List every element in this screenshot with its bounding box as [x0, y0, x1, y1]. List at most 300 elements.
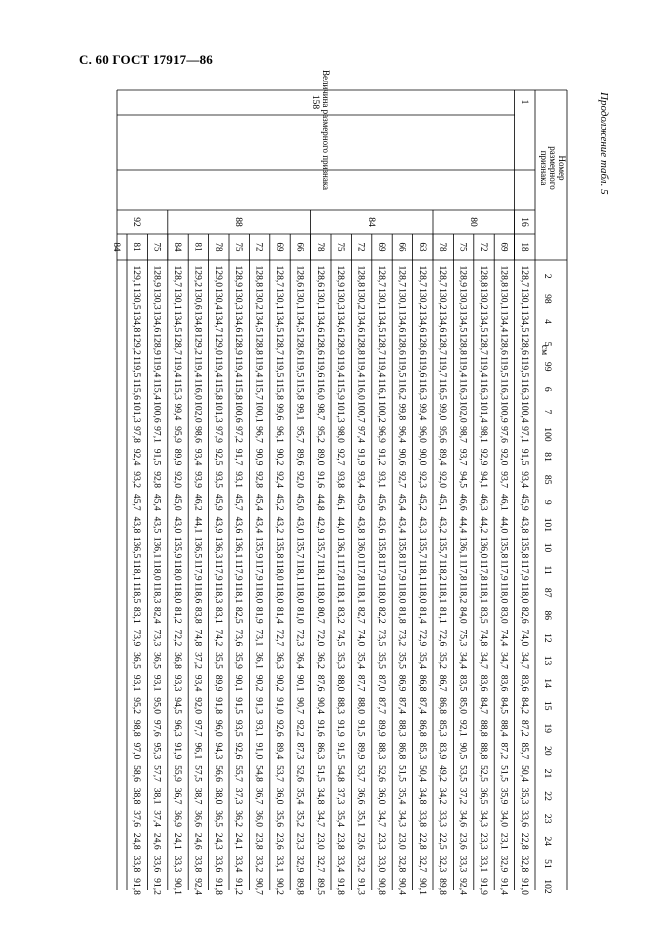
table-cell: 35,2	[437, 652, 449, 669]
table-cell: 128,7	[172, 265, 183, 288]
table-cell: 134,6	[335, 310, 347, 333]
table-cell: 93,9	[192, 471, 204, 489]
table-cell: 91,8	[212, 878, 224, 895]
table-cell: 23,0	[396, 832, 408, 850]
table-cell: 92,4	[274, 471, 285, 489]
table-cell: 116,0	[192, 378, 204, 400]
table-cell: 81,9	[253, 606, 265, 624]
table-cell: 91,2	[151, 878, 163, 895]
table-cell: 100,6	[233, 401, 245, 423]
table-cell: 91,5	[355, 719, 367, 737]
table-cell: 117,8	[478, 559, 489, 581]
table-cell: 52,5	[478, 765, 489, 782]
table-cell: 135,8	[498, 536, 510, 559]
table-cell: 24,6	[151, 832, 163, 850]
table-cell: 118,0	[294, 582, 306, 604]
table-cell: 119,5	[498, 356, 510, 378]
table-cell: 87,2	[498, 742, 510, 760]
table-cell: 130,1	[294, 288, 306, 310]
table-cell: 128,9	[335, 333, 347, 355]
table-cell: 45,7	[131, 493, 143, 511]
table-cell: 116,3	[518, 378, 530, 400]
table-cell: 35,5	[212, 652, 224, 669]
table-cell: 129,1	[131, 265, 143, 288]
table-cell: 88,0	[335, 674, 347, 692]
table-cell: 118,2	[457, 582, 469, 604]
table-cell: 45,9	[518, 493, 530, 511]
table-cell: 81,4	[416, 606, 428, 624]
table-cell: 119,4	[376, 356, 387, 378]
table-cell: 36,8	[172, 652, 183, 669]
table-cell: 35,1	[355, 810, 367, 828]
table-cell: 82,6	[518, 606, 530, 624]
table-cell: 135,7	[314, 536, 326, 559]
table-cell: 90,8	[376, 878, 387, 895]
table-cell: 50,4	[518, 765, 530, 782]
table-cell: 23,8	[253, 832, 265, 850]
table-cell: 45,9	[212, 493, 224, 511]
table-cell: 95,3	[151, 742, 163, 760]
table-cell: 92,1	[457, 719, 469, 737]
subgroup-label: 88	[233, 217, 244, 227]
table-cell: 90,9	[253, 448, 265, 466]
column-header: 75	[152, 242, 163, 252]
table-cell: 128,9	[233, 333, 245, 355]
table-cell: 85,3	[437, 719, 449, 737]
table-cell: 128,7	[274, 265, 285, 288]
table-cell: 82,4	[151, 606, 163, 624]
table-cell: 119,4	[457, 356, 469, 378]
table-cell: 34,6	[457, 810, 469, 828]
table-cell: 98,0	[335, 426, 347, 443]
table-cell: 118,1	[131, 559, 143, 581]
table-cell: 136,1	[335, 536, 347, 559]
row-id: 12	[542, 633, 553, 643]
table-cell: 34,7	[518, 652, 530, 669]
table-cell: 73,2	[396, 629, 408, 647]
table-cell: 100,7	[355, 401, 367, 423]
table-cell: 98,6	[192, 426, 204, 443]
table-cell: 92,8	[151, 471, 163, 489]
table-cell: 128,7	[437, 333, 449, 355]
table-cell: 130,2	[416, 288, 428, 310]
table-cell: 53,5	[457, 765, 469, 782]
table-cell: 50,4	[416, 765, 428, 782]
table-cell: 119,4	[233, 356, 245, 378]
table-cell: 128,6	[314, 265, 326, 288]
table-cell: 134,6	[151, 310, 163, 333]
table-cell: 44,8	[314, 493, 326, 511]
table-cell: 89,9	[376, 719, 387, 737]
table-cell: 128,9	[457, 265, 469, 288]
column-header: 69	[377, 242, 387, 252]
row-id: 51	[542, 859, 553, 869]
table-cell: 91,4	[498, 878, 510, 895]
table-cell: 36,5	[212, 810, 224, 828]
table-cell: 83,1	[212, 606, 224, 624]
table-cell: 128,6	[294, 333, 306, 355]
table-cell: 118,0	[274, 582, 285, 604]
table-cell: 34,7	[478, 652, 489, 669]
table-cell: 96,3	[172, 719, 183, 737]
table-cell: 23,6	[457, 832, 469, 850]
table-cell: 82,7	[355, 606, 367, 624]
table-cell: 130,2	[253, 288, 265, 310]
table-cell: 117,8	[355, 559, 367, 581]
table-cell: 44,4	[457, 516, 469, 534]
table-cell: 86,7	[437, 674, 449, 692]
table-cell: 95,9	[172, 426, 183, 443]
table-cell: 93,4	[355, 471, 367, 489]
column-header: 78	[315, 242, 326, 252]
table-cell: 73,1	[253, 629, 265, 647]
table-cell: 45,0	[172, 493, 183, 511]
table-cell: 119,5	[131, 356, 143, 378]
table-cell: 97,6	[498, 426, 510, 443]
table-cell: 130,3	[151, 288, 163, 310]
table-cell: 90,4	[396, 878, 408, 895]
table-cell: 43,0	[172, 516, 183, 534]
table-cell: 33,1	[478, 855, 489, 873]
table-cell: 43,5	[151, 516, 163, 534]
table-cell: 119,4	[192, 356, 204, 378]
table-cell: 90,0	[416, 448, 428, 466]
table-cell: 23,3	[294, 832, 306, 850]
table-cell: 91,8	[131, 878, 143, 895]
table-cell: 32,9	[294, 855, 306, 873]
table-cell: 46,6	[457, 493, 469, 511]
table-cell: 119,5	[518, 356, 530, 378]
row-id: 102	[542, 879, 553, 894]
table-cell: 82,2	[376, 606, 387, 624]
row-id: 6	[542, 386, 553, 392]
table-cell: 135,9	[253, 536, 265, 559]
table-cell: 128,8	[253, 265, 265, 288]
table-cell: 97,7	[192, 719, 204, 737]
table-cell: 92,5	[212, 448, 224, 466]
column-header: 78	[213, 242, 224, 252]
table-cell: 128,7	[437, 265, 449, 288]
table-cell: 92,6	[233, 742, 245, 760]
table-cell: 100,9	[498, 401, 510, 423]
table-cell: 97,1	[518, 426, 530, 443]
table-cell: 97,1	[151, 426, 163, 443]
table-cell: 97,0	[131, 742, 143, 760]
table-cell: 118,0	[253, 582, 265, 604]
table-cell: 36,4	[294, 652, 306, 669]
row-id: 5	[542, 341, 553, 347]
table-cell: 43,8	[518, 516, 530, 534]
table-cell: 94,5	[457, 471, 469, 489]
table-cell: 33,8	[416, 810, 428, 828]
table-cell: 119,4	[335, 356, 347, 378]
table-cell: 87,4	[416, 697, 428, 715]
table-cell: 92,0	[172, 471, 183, 489]
table-cell: 118,0	[151, 559, 163, 581]
table-cell: 22,8	[518, 832, 530, 850]
row-id: 19	[542, 723, 553, 734]
table-cell: 90,6	[396, 448, 408, 466]
table-cell: 83,0	[498, 606, 510, 624]
table-cell: 85,7	[518, 742, 530, 760]
table-cell: 94,1	[478, 471, 489, 489]
table-cell: 22,8	[416, 832, 428, 850]
table-cell: 44,1	[192, 516, 204, 534]
table-cell: 130,1	[518, 288, 530, 310]
table-cell: 55,9	[172, 765, 183, 782]
table-cell: 33,6	[518, 810, 530, 828]
table-cell: 95,0	[151, 697, 163, 715]
table-cell: 118,1	[335, 582, 347, 604]
table-cell: 135,7	[416, 536, 428, 559]
table-cell: 130,4	[212, 288, 224, 310]
table-cell: 98,1	[478, 426, 489, 443]
table-cell: 102,0	[192, 401, 204, 423]
table-cell: 129,2	[192, 265, 204, 288]
table-cell: 135,8	[376, 536, 387, 559]
top-group-1: 1	[518, 99, 529, 105]
top-group-158: 158	[309, 94, 320, 110]
table-cell: 72,0	[314, 629, 326, 647]
column-header: 66	[397, 242, 408, 252]
table-cell: 128,6	[518, 333, 530, 355]
table-cell: 128,8	[457, 333, 469, 355]
table-cell: 93,2	[131, 471, 143, 489]
table-cell: 99,0	[437, 403, 449, 421]
table-cell: 135,8	[518, 536, 530, 559]
table-cell: 72,6	[437, 629, 449, 647]
table-cell: 95,2	[314, 426, 326, 443]
table-cell: 118,1	[355, 582, 367, 604]
table-cell: 128,7	[478, 333, 489, 355]
table-cell: 43,3	[416, 516, 428, 534]
row-id: 2	[542, 273, 553, 279]
table-cell: 34,2	[437, 787, 449, 805]
table-cell: 35,9	[498, 787, 510, 805]
table-cell: 118,3	[151, 582, 163, 604]
table-cell: 32,3	[437, 855, 449, 873]
column-header: 75	[234, 242, 245, 252]
table-cell: 99,6	[274, 403, 285, 421]
table-cell: 43,0	[294, 516, 306, 534]
row-id: 100	[542, 427, 553, 442]
row-header-label-3: признака	[539, 150, 549, 186]
value-header-label: Величина размерного признака	[321, 69, 331, 191]
size-table	[111, 69, 567, 895]
table-cell: 36,6	[355, 787, 367, 805]
table-continuation-label: Продолжение табл. 5	[598, 92, 610, 195]
table-cell: 116,3	[478, 378, 489, 400]
table-cell: 23,8	[335, 832, 347, 850]
table-cell: 91,5	[151, 448, 163, 466]
table-cell: 43,2	[274, 516, 285, 534]
table-cell: 43,9	[212, 516, 224, 534]
table-cell: 24,1	[172, 832, 183, 850]
table-cell: 34,4	[457, 652, 469, 669]
table-cell: 118,5	[131, 582, 143, 604]
table-cell: 35,3	[335, 652, 347, 669]
table-cell: 36,5	[131, 652, 143, 669]
table-cell: 128,9	[151, 265, 163, 288]
table-cell: 118,3	[212, 582, 224, 604]
table-cell: 92,0	[192, 697, 204, 715]
table-cell: 130,3	[335, 288, 347, 310]
table-cell: 37,2	[457, 787, 469, 805]
table-cell: 87,7	[376, 697, 387, 715]
table-cell: 86,3	[314, 742, 326, 760]
table-cell: 119,7	[437, 356, 449, 378]
table-cell: 86,8	[396, 742, 408, 760]
table-cell: 130,1	[274, 288, 285, 310]
table-cell: 33,3	[437, 810, 449, 828]
table-cell: 118,0	[416, 582, 428, 604]
row-header-label-2: размерного	[548, 146, 558, 190]
table-cell: 43,4	[396, 516, 408, 534]
table-cell: 118,1	[233, 582, 245, 604]
table-cell: 128,9	[151, 333, 163, 355]
table-cell: 99,4	[172, 403, 183, 421]
table-cell: 32,7	[314, 855, 326, 873]
table-cell: 90,1	[294, 674, 306, 692]
table-cell: 23,3	[376, 832, 387, 850]
table-cell: 81,0	[294, 606, 306, 624]
table-cell: 91,9	[335, 719, 347, 737]
table-cell: 118,1	[314, 559, 326, 581]
table-cell: 136,5	[192, 536, 204, 559]
table-cell: 92,4	[457, 878, 469, 895]
table-cell: 130,3	[457, 288, 469, 310]
row-header-label-1: Номер	[557, 155, 567, 181]
table-cell: 136,0	[355, 536, 367, 559]
table-cell: 94,5	[172, 697, 183, 715]
table-cell: 74,0	[355, 629, 367, 647]
column-header: 75	[458, 242, 469, 252]
table-cell: 89,9	[355, 742, 367, 760]
table-cell: 83,6	[498, 674, 510, 692]
table-cell: 89,4	[274, 742, 285, 760]
table-cell: 134,5	[274, 310, 285, 333]
table-cell: 57,7	[151, 765, 163, 782]
table-cell: 135,8	[274, 536, 285, 559]
table-cell: 115,8	[233, 378, 245, 400]
table-cell: 53,7	[274, 765, 285, 782]
table-cell: 91,9	[355, 448, 367, 466]
table-cell: 37,4	[151, 810, 163, 828]
table-cell: 93,5	[233, 719, 245, 737]
table-cell: 73,5	[376, 629, 387, 647]
table-cell: 134,4	[498, 310, 510, 333]
table-cell: 101,3	[131, 401, 143, 423]
table-cell: 116,3	[457, 378, 469, 400]
table-cell: 23,6	[274, 832, 285, 850]
row-id: 4	[542, 319, 553, 324]
table-cell: 33,6	[212, 855, 224, 873]
table-cell: 99,1	[294, 403, 306, 421]
table-cell: 89,9	[212, 674, 224, 692]
table-cell: 45,6	[376, 493, 387, 511]
table-cell: 119,6	[416, 356, 428, 378]
column-header: 84	[173, 242, 183, 252]
table-cell: 35,2	[294, 810, 306, 828]
table-cell: 128,9	[233, 265, 245, 288]
table-cell: 128,7	[172, 333, 183, 355]
table-cell: 116,2	[396, 378, 408, 400]
table-cell: 91,0	[518, 878, 530, 895]
table-cell: 97,8	[131, 426, 143, 443]
table-cell: 86,9	[396, 674, 408, 692]
table-cell: 32,7	[416, 855, 428, 873]
column-header: 72	[356, 242, 367, 252]
table-cell: 100,6	[151, 401, 163, 423]
table-cell: 92,0	[437, 471, 449, 489]
table-cell: 135,9	[172, 536, 183, 559]
table-cell: 83,5	[478, 606, 489, 624]
table-cell: 36,2	[233, 810, 245, 828]
size-table-grid	[111, 69, 567, 895]
table-cell: 134,5	[457, 310, 469, 333]
table-cell: 119,4	[253, 356, 265, 378]
row-id: 86	[542, 610, 553, 621]
table-cell: 43,8	[131, 516, 143, 534]
table-cell: 115,7	[253, 378, 265, 400]
table-cell: 35,5	[396, 652, 408, 669]
table-cell: 38,8	[131, 787, 143, 805]
table-cell: 46,1	[335, 493, 347, 511]
page-header: С. 60 ГОСТ 17917—86	[79, 52, 213, 67]
table-cell: 136,5	[131, 536, 143, 559]
table-cell: 87,7	[355, 674, 367, 692]
table-cell: 91,2	[376, 448, 387, 466]
table-cell: 96,1	[192, 742, 204, 760]
table-cell: 81,2	[172, 606, 183, 624]
table-cell: 33,3	[172, 855, 183, 873]
table-cell: 93,3	[172, 674, 183, 692]
table-cell: 92,9	[478, 448, 489, 466]
table-cell: 128,6	[294, 265, 306, 288]
table-cell: 101,4	[478, 401, 489, 423]
table-cell: 90,7	[253, 878, 265, 895]
table-cell: 36,1	[253, 652, 265, 669]
table-cell: 130,1	[498, 288, 510, 310]
table-cell: 93,4	[192, 674, 204, 692]
table-cell: 72,7	[274, 629, 285, 647]
table-cell: 128,7	[396, 265, 408, 288]
table-cell: 98,7	[457, 426, 469, 443]
table-cell: 36,0	[274, 787, 285, 805]
row-id: 20	[542, 746, 553, 756]
table-cell: 88,8	[478, 719, 489, 737]
table-cell: 45,1	[437, 493, 449, 511]
table-cell: 117,9	[518, 559, 530, 581]
row-id: 101	[542, 517, 553, 533]
table-cell: 81,4	[274, 606, 285, 624]
table-cell: 93,1	[131, 674, 143, 692]
table-cell: 93,1	[151, 674, 163, 692]
table-cell: 96,1	[274, 426, 285, 443]
table-cell: 134,8	[131, 310, 143, 333]
table-cell: 118,1	[478, 582, 489, 604]
table-cell: 116,3	[416, 378, 428, 400]
table-cell: 45,2	[274, 493, 285, 511]
table-cell: 118,0	[518, 582, 530, 604]
table-cell: 118,2	[437, 559, 449, 581]
table-cell: 23,6	[355, 832, 367, 850]
table-cell: 52,6	[376, 765, 387, 782]
table-cell: 135,8	[396, 536, 408, 559]
table-cell: 83,1	[131, 606, 143, 624]
table-cell: 118,0	[172, 559, 183, 581]
table-cell: 136,3	[212, 536, 224, 559]
